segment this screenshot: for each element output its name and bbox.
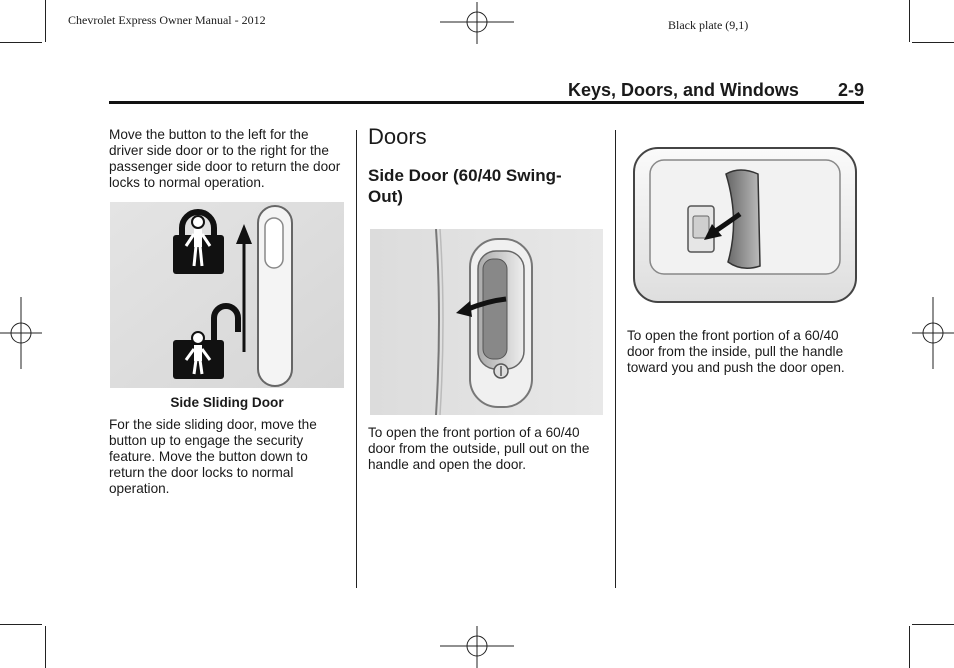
col1-body-paragraph: For the side sliding door, move the button up to engage the security feature. Move the button down to return the door locks to normal operation. — [109, 417, 317, 496]
col2-body-paragraph: To open the front portion of a 60/40 door from the outside, pull out on the handle and open the door. — [368, 425, 590, 472]
figure-caption-side-sliding-door: Side Sliding Door — [170, 395, 284, 410]
inside-door-handle-figure — [630, 140, 862, 308]
registration-mark-left — [0, 297, 42, 369]
outside-door-handle-figure — [370, 229, 603, 415]
section-title: Keys, Doors, and Windows — [568, 80, 799, 100]
col3-body-paragraph: To open the front portion of a 60/40 door from the inside, pull the handle toward you and push the door open. — [627, 328, 845, 375]
print-header-right: Black plate (9,1) — [668, 18, 749, 32]
slide-lock-button — [258, 206, 292, 386]
registration-mark-top — [440, 2, 514, 44]
column-divider-2 — [615, 130, 616, 588]
col1-intro-paragraph: Move the button to the left for the driver side door or to the right for the passenger side door to return the door locks to normal operation. — [109, 127, 341, 190]
side-sliding-door-lock-figure — [110, 202, 344, 388]
registration-mark-right — [912, 297, 954, 369]
page-number: 2-9 — [838, 80, 865, 100]
column-divider-1 — [356, 130, 357, 588]
print-header-left: Chevrolet Express Owner Manual - 2012 — [68, 13, 266, 27]
heading-doors: Doors — [368, 124, 427, 149]
header-rule — [109, 101, 864, 104]
registration-mark-bottom — [440, 626, 514, 668]
subheading-side-door: Side Door (60/40 Swing-Out) — [368, 166, 562, 206]
